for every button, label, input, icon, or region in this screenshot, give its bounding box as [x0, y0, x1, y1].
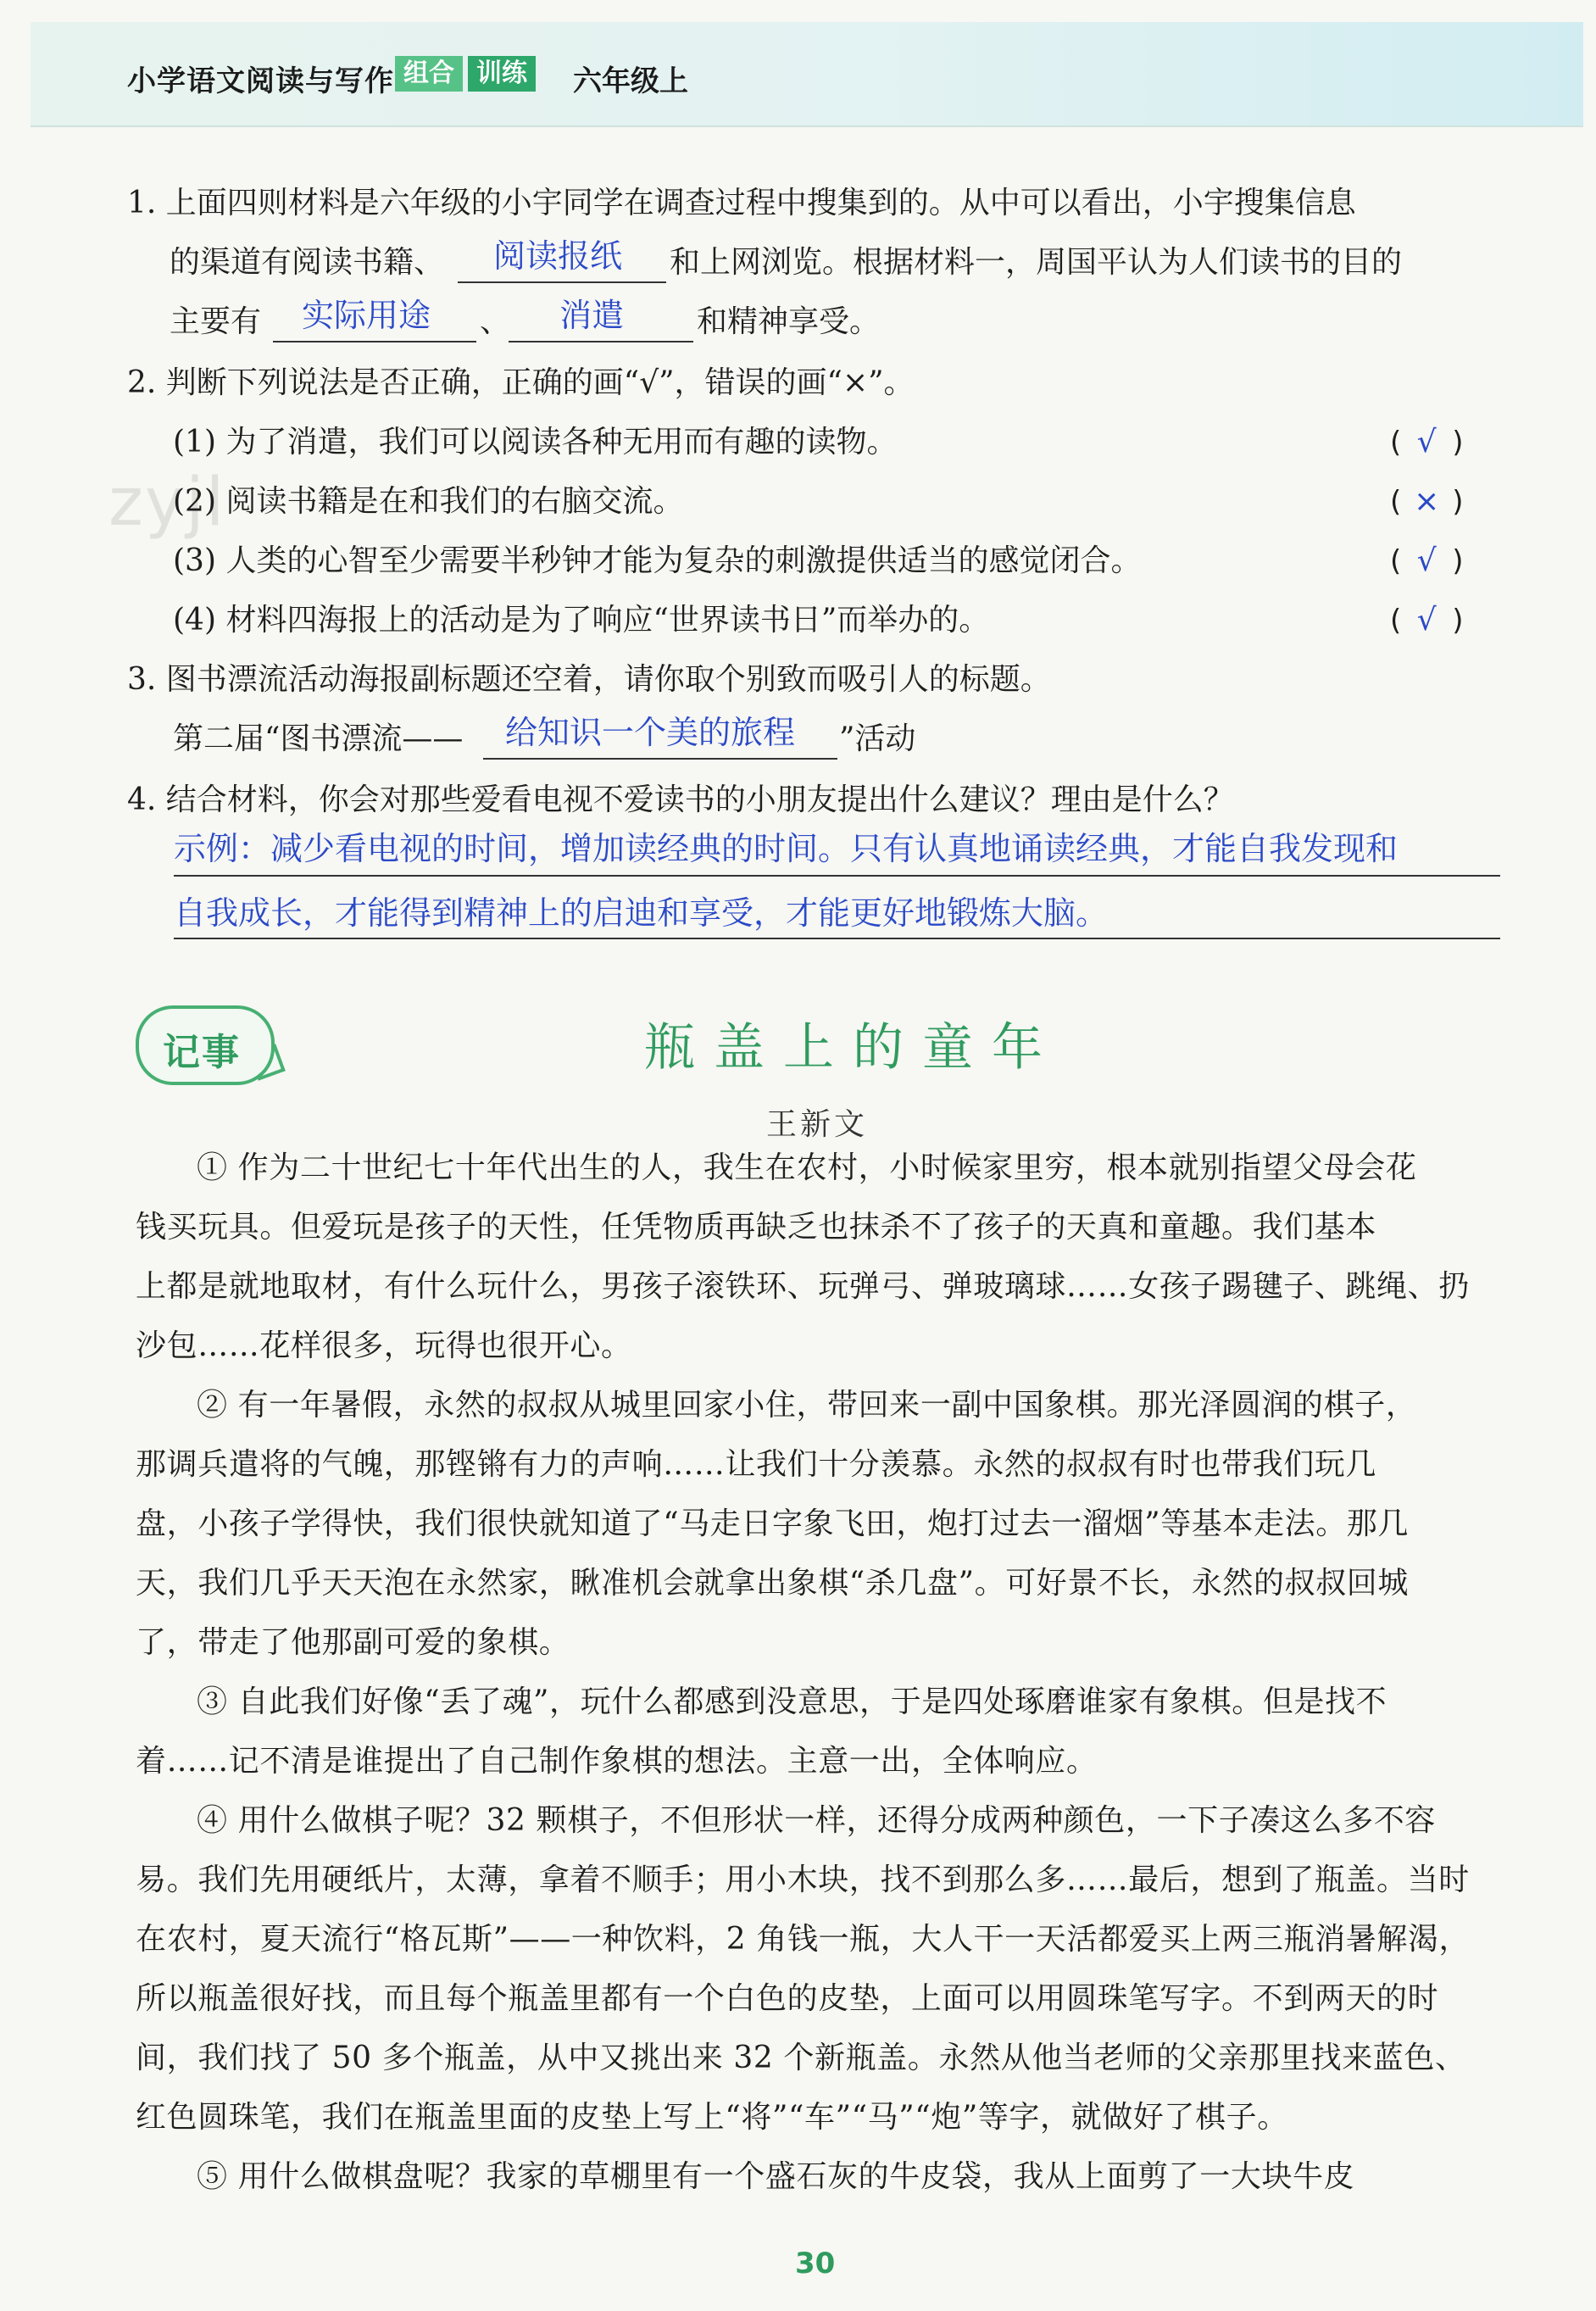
- check-mark: √: [1416, 603, 1437, 638]
- article-line: ⑤ 用什么做棋盘呢？我家的草棚里有一个盛石灰的牛皮袋，我从上面剪了一大块牛皮: [197, 2159, 1355, 2194]
- q1-line1: 1. 上面四则材料是六年级的小宇同学在调查过程中搜集到的。从中可以看出，小宇搜集信息: [127, 186, 1356, 220]
- q2-stem: 2. 判断下列说法是否正确，正确的画“√”，错误的画“×”。: [127, 365, 915, 400]
- book-title: 小学语文阅读与写作: [127, 64, 394, 98]
- q4-stem: 4. 结合材料，你会对那些爱看电视不爱读书的小朋友提出什么建议？理由是什么？: [127, 782, 1234, 817]
- q1-line3-a: 主要有: [170, 304, 262, 339]
- q1-answer1: 阅读报纸: [493, 237, 623, 275]
- article-line: 上都是就地取材，有什么玩什么，男孩子滚铁环、玩弹弓、弹玻璃球……女孩子踢毽子、跳绳、扔: [136, 1269, 1470, 1304]
- grade-label: 六年级上: [573, 64, 688, 98]
- q1-separator: 、: [480, 304, 511, 339]
- section-badge-label: 记事: [163, 1031, 241, 1074]
- q2-item2-text: (2) 阅读书籍是在和我们的右脑交流。: [173, 484, 684, 519]
- q4-answer-rule2: [174, 938, 1500, 939]
- q2-item3-text: (3) 人类的心智至少需要半秒钟才能为复杂的刺激提供适当的感觉闭合。: [173, 543, 1142, 578]
- check-mark: √: [1416, 543, 1437, 578]
- article-line: 了，带走了他那副可爱的象棋。: [136, 1625, 570, 1660]
- article-line: ① 作为二十世纪七十年代出生的人，我生在农村，小时候家里穷，根本就别指望父母会花: [197, 1150, 1417, 1185]
- q4-answer-line1: 示例：减少看电视的时间，增加读经典的时间。只有认真地诵读经典，才能自我发现和: [174, 830, 1399, 867]
- article-line: ② 有一年暑假，永然的叔叔从城里回家小住，带回来一副中国象棋。那光泽圆润的棋子，: [197, 1388, 1417, 1423]
- cross-mark: ×: [1414, 484, 1440, 519]
- check-mark: √: [1416, 425, 1437, 459]
- article-line: 钱买玩具。但爱玩是孩子的天性，任凭物质再缺乏也抹杀不了孩子的天真和童趣。我们基本: [136, 1210, 1377, 1245]
- q2-item1-mark: ( √ ): [1390, 425, 1464, 459]
- article-line: 所以瓶盖很好找，而且每个瓶盖里都有一个白色的皮垫，上面可以用圆珠笔写字。不到两天的时: [136, 1981, 1439, 2016]
- section-badge: [136, 1005, 275, 1085]
- article-title: 瓶盖上的童年: [644, 1018, 1061, 1078]
- q2-item1-text: (1) 为了消遣，我们可以阅读各种无用而有趣的读物。: [173, 425, 898, 459]
- article-author: 王新文: [766, 1107, 869, 1142]
- q2-item2-mark: ( × ): [1390, 484, 1464, 519]
- q2-item3-mark: ( √ ): [1390, 543, 1464, 578]
- article-line: 天，我们几乎天天泡在永然家，瞅准机会就拿出象棋“杀几盘”。可好景不长，永然的叔叔回城: [136, 1566, 1410, 1601]
- q2-item4-text: (4) 材料四海报上的活动是为了响应“世界读书日”而举办的。: [173, 603, 990, 638]
- article-line: ④ 用什么做棋子呢？32 颗棋子，不但形状一样，还得分成两种颜色，一下子凑这么多不容: [197, 1803, 1436, 1838]
- page-number: 30: [795, 2247, 836, 2280]
- q3-suffix: ”活动: [839, 721, 916, 756]
- q4-answer-line2: 自我成长，才能得到精神上的启迪和享受，才能更好地锻炼大脑。: [174, 894, 1109, 932]
- q3-prefix: 第二届“图书漂流——: [173, 721, 464, 756]
- q1-answer3: 消遣: [559, 297, 625, 334]
- q1-line2-b: 和上网浏览。根据材料一，周国平认为人们读书的目的: [670, 245, 1403, 280]
- q1-line3-b: 和精神享受。: [697, 304, 881, 339]
- q2-item4-mark: ( √ ): [1390, 603, 1464, 638]
- q4-answer-rule1: [174, 875, 1500, 877]
- header-tag-training: 训练: [468, 56, 536, 92]
- article-line: 在农村，夏天流行“格瓦斯”——一种饮料，2 角钱一瓶，大人干一天活都爱买上两三瓶消暑解渴，: [136, 1922, 1471, 1957]
- article-line: 红色圆珠笔，我们在瓶盖里面的皮垫上写上“将”“车”“马”“炮”等字，就做好了棋子。: [136, 2100, 1288, 2135]
- article-line: 那调兵遣将的气魄，那铿锵有力的声响……让我们十分羡慕。永然的叔叔有时也带我们玩几: [136, 1447, 1377, 1482]
- header-tag-combo: 组合: [395, 56, 463, 92]
- article-line: 间，我们找了 50 多个瓶盖，从中又挑出来 32 个新瓶盖。永然从他当老师的父亲那里找来蓝色、: [136, 2041, 1466, 2075]
- q1-answer2: 实际用途: [302, 297, 431, 334]
- q1-line2-a: 的渠道有阅读书籍、: [170, 245, 445, 280]
- article-line: ③ 自此我们好像“丢了魂”，玩什么都感到没意思，于是四处琢磨谁家有象棋。但是找不: [197, 1685, 1387, 1719]
- article-line: 沙包……花样很多，玩得也很开心。: [136, 1328, 632, 1363]
- article-line: 盘，小孩子学得快，我们很快就知道了“马走日字象飞田，炮打过去一溜烟”等基本走法。那几: [136, 1506, 1410, 1541]
- q3-answer: 给知识一个美的旅程: [505, 714, 796, 751]
- article-line: 易。我们先用硬纸片，太薄，拿着不顺手；用小木块，找不到那么多……最后，想到了瓶盖。当时: [136, 1863, 1470, 1897]
- watermark: zyjl: [108, 465, 226, 541]
- q3-stem: 3. 图书漂流活动海报副标题还空着，请你取个别致而吸引人的标题。: [127, 662, 1051, 697]
- article-line: 着……记不清是谁提出了自己制作象棋的想法。主意一出，全体响应。: [136, 1744, 1098, 1779]
